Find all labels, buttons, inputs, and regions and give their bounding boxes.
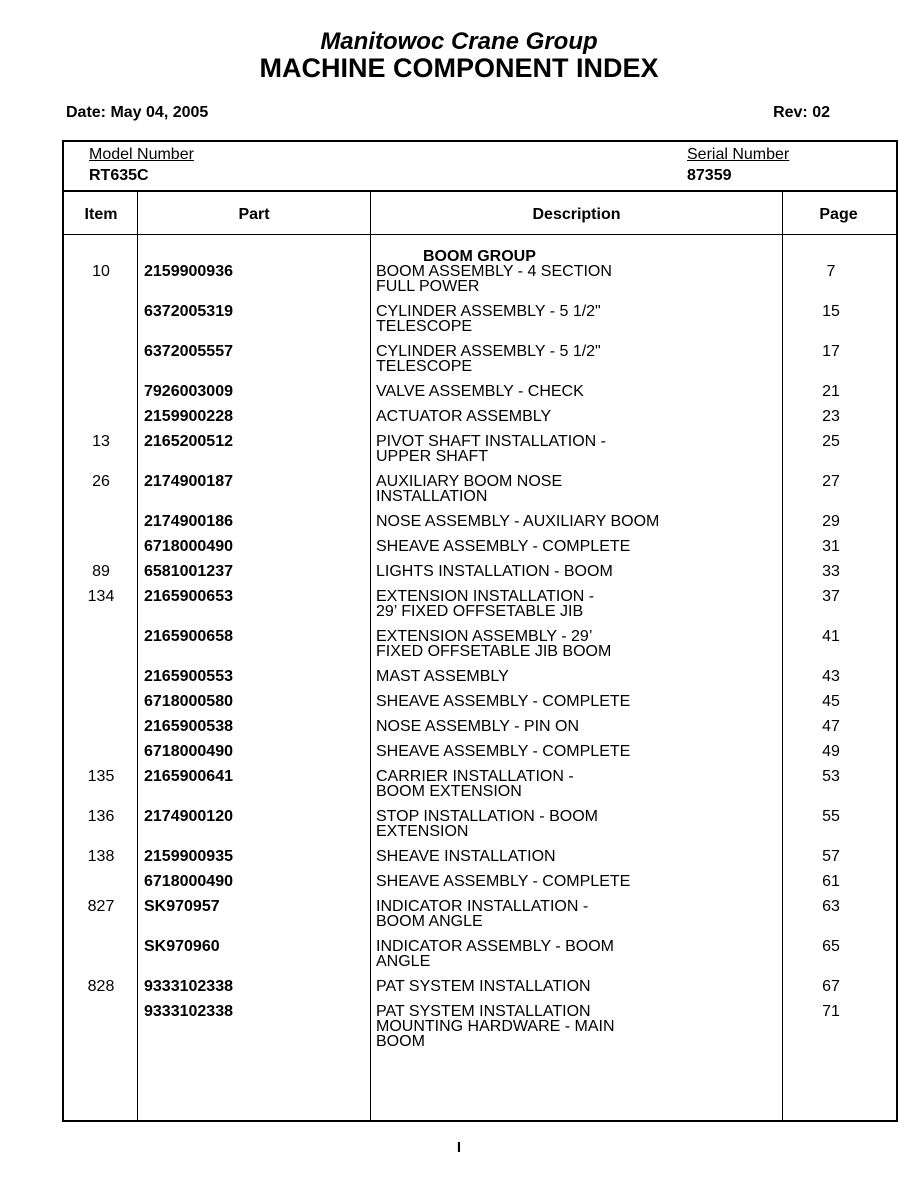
row-part-number: 2159900936	[144, 263, 233, 280]
row-description	[376, 874, 706, 889]
row-part-number: 2174900120	[144, 808, 233, 825]
row-description	[376, 539, 706, 554]
row-description-line: EXTENSION	[376, 823, 469, 840]
column-header-item: Item	[84, 206, 118, 223]
row-item-number: 134	[87, 588, 115, 605]
row-item-number: 827	[87, 898, 115, 915]
row-description	[376, 669, 706, 684]
row-description-line: INSTALLATION	[376, 488, 488, 505]
row-page-number: 55	[822, 808, 840, 825]
row-page-number: 47	[822, 718, 840, 735]
row-description-line: INDICATOR ASSEMBLY - BOOM	[376, 938, 614, 955]
row-description-line: SHEAVE ASSEMBLY - COMPLETE	[376, 873, 631, 890]
header-divider	[64, 190, 896, 192]
page-number: I	[456, 1139, 462, 1156]
row-part-number: 2174900186	[144, 513, 233, 530]
row-description	[376, 744, 706, 759]
row-page-number: 37	[822, 588, 840, 605]
row-description-line: SHEAVE ASSEMBLY - COMPLETE	[376, 693, 631, 710]
row-description-line: BOOM ANGLE	[376, 913, 483, 930]
row-item-number: 26	[92, 473, 110, 490]
row-page-number: 61	[822, 873, 840, 890]
row-description	[376, 809, 706, 839]
row-description	[376, 849, 706, 864]
row-description-line: FULL POWER	[376, 278, 480, 295]
column-divider-part	[370, 190, 371, 1120]
column-divider-description	[782, 190, 783, 1120]
row-description	[376, 719, 706, 734]
row-description-line: SHEAVE INSTALLATION	[376, 848, 556, 865]
column-header-description: Description	[532, 206, 621, 223]
row-description	[376, 304, 706, 334]
row-description-line: VALVE ASSEMBLY - CHECK	[376, 383, 584, 400]
row-description	[376, 514, 706, 529]
row-description-line: 29’ FIXED OFFSETABLE JIB	[376, 603, 584, 620]
component-index-table	[62, 140, 898, 1122]
row-description-line: CYLINDER ASSEMBLY - 5 1/2"	[376, 303, 601, 320]
serial-number-value: 87359	[687, 167, 732, 184]
row-part-number: 2174900187	[144, 473, 233, 490]
row-part-number: 2165900553	[144, 668, 233, 685]
row-part-number: 6718000490	[144, 743, 233, 760]
row-description	[376, 474, 706, 504]
row-part-number: 6718000490	[144, 538, 233, 555]
row-description	[376, 694, 706, 709]
row-part-number: 2165900653	[144, 588, 233, 605]
row-page-number: 63	[822, 898, 840, 915]
model-number-value: RT635C	[89, 167, 149, 184]
row-part-number: 6372005319	[144, 303, 233, 320]
row-description-line: BOOM	[376, 1033, 425, 1050]
row-part-number: 9333102338	[144, 1003, 233, 1020]
row-item-number: 13	[92, 433, 110, 450]
row-part-number: 2159900228	[144, 408, 233, 425]
row-part-number: 6718000580	[144, 693, 233, 710]
serial-number-label: Serial Number	[687, 146, 790, 163]
row-part-number: 2165900641	[144, 768, 233, 785]
document-date: Date: May 04, 2005	[66, 104, 209, 121]
row-page-number: 7	[826, 263, 836, 280]
row-description-line: SHEAVE ASSEMBLY - COMPLETE	[376, 743, 631, 760]
group-title: BOOM GROUP	[423, 248, 536, 265]
row-description	[376, 564, 706, 579]
row-description-line: ANGLE	[376, 953, 431, 970]
row-description-line: FIXED OFFSETABLE JIB BOOM	[376, 643, 612, 660]
column-header-page: Page	[819, 206, 858, 223]
row-description	[376, 979, 706, 994]
row-description-line: ACTUATOR ASSEMBLY	[376, 408, 552, 425]
row-description	[376, 384, 706, 399]
row-description	[376, 434, 706, 464]
row-page-number: 49	[822, 743, 840, 760]
row-part-number: 6581001237	[144, 563, 233, 580]
column-header-part: Part	[238, 206, 270, 223]
row-description-line: LIGHTS INSTALLATION - BOOM	[376, 563, 613, 580]
column-header-divider	[64, 234, 896, 235]
row-page-number: 27	[822, 473, 840, 490]
company-name: Manitowoc Crane Group	[320, 28, 598, 55]
row-part-number: 2165200512	[144, 433, 233, 450]
row-page-number: 45	[822, 693, 840, 710]
row-description	[376, 264, 706, 294]
row-page-number: 65	[822, 938, 840, 955]
row-part-number: 7926003009	[144, 383, 233, 400]
row-part-number: 2165900658	[144, 628, 233, 645]
document-title: MACHINE COMPONENT INDEX	[259, 53, 659, 83]
row-page-number: 33	[822, 563, 840, 580]
row-description-line: SHEAVE ASSEMBLY - COMPLETE	[376, 538, 631, 555]
row-description	[376, 344, 706, 374]
document-revision: Rev: 02	[773, 104, 830, 121]
row-item-number: 10	[92, 263, 110, 280]
row-page-number: 67	[822, 978, 840, 995]
row-description-line: NOSE ASSEMBLY - PIN ON	[376, 718, 580, 735]
row-description-line: TELESCOPE	[376, 358, 473, 375]
row-description-line: EXTENSION ASSEMBLY - 29’	[376, 628, 593, 645]
row-part-number: 2159900935	[144, 848, 233, 865]
row-description	[376, 939, 706, 969]
row-page-number: 41	[822, 628, 840, 645]
row-description	[376, 1004, 706, 1049]
row-item-number: 828	[87, 978, 115, 995]
row-description-line: CYLINDER ASSEMBLY - 5 1/2"	[376, 343, 601, 360]
row-description-line: BOOM EXTENSION	[376, 783, 522, 800]
row-description-line: STOP INSTALLATION - BOOM	[376, 808, 598, 825]
row-part-number: 9333102338	[144, 978, 233, 995]
row-description-line: MAST ASSEMBLY	[376, 668, 509, 685]
row-description-line: EXTENSION INSTALLATION -	[376, 588, 595, 605]
row-description-line: PAT SYSTEM INSTALLATION	[376, 978, 591, 995]
row-page-number: 17	[822, 343, 840, 360]
row-description-line: CARRIER INSTALLATION -	[376, 768, 574, 785]
row-page-number: 31	[822, 538, 840, 555]
row-page-number: 57	[822, 848, 840, 865]
row-description-line: NOSE ASSEMBLY - AUXILIARY BOOM	[376, 513, 660, 530]
row-page-number: 71	[822, 1003, 840, 1020]
row-page-number: 29	[822, 513, 840, 530]
row-page-number: 43	[822, 668, 840, 685]
row-description-line: BOOM ASSEMBLY - 4 SECTION	[376, 263, 612, 280]
row-description-line: PAT SYSTEM INSTALLATION	[376, 1003, 591, 1020]
row-description	[376, 629, 706, 659]
row-page-number: 15	[822, 303, 840, 320]
row-item-number: 136	[87, 808, 115, 825]
row-part-number: 6372005557	[144, 343, 233, 360]
row-description-line: UPPER SHAFT	[376, 448, 489, 465]
row-description-line: TELESCOPE	[376, 318, 473, 335]
row-description	[376, 899, 706, 929]
model-number-label: Model Number	[89, 146, 194, 163]
row-item-number: 135	[87, 768, 115, 785]
row-page-number: 21	[822, 383, 840, 400]
row-description	[376, 409, 706, 424]
row-description	[376, 589, 706, 619]
row-description	[376, 769, 706, 799]
row-description-line: PIVOT SHAFT INSTALLATION -	[376, 433, 606, 450]
row-part-number: 2165900538	[144, 718, 233, 735]
row-page-number: 23	[822, 408, 840, 425]
row-item-number: 89	[92, 563, 110, 580]
row-part-number: SK970960	[144, 938, 220, 955]
row-description-line: MOUNTING HARDWARE - MAIN	[376, 1018, 615, 1035]
row-page-number: 25	[822, 433, 840, 450]
row-item-number: 138	[87, 848, 115, 865]
row-part-number: SK970957	[144, 898, 220, 915]
row-page-number: 53	[822, 768, 840, 785]
row-part-number: 6718000490	[144, 873, 233, 890]
row-description-line: AUXILIARY BOOM NOSE	[376, 473, 563, 490]
row-description-line: INDICATOR INSTALLATION -	[376, 898, 589, 915]
